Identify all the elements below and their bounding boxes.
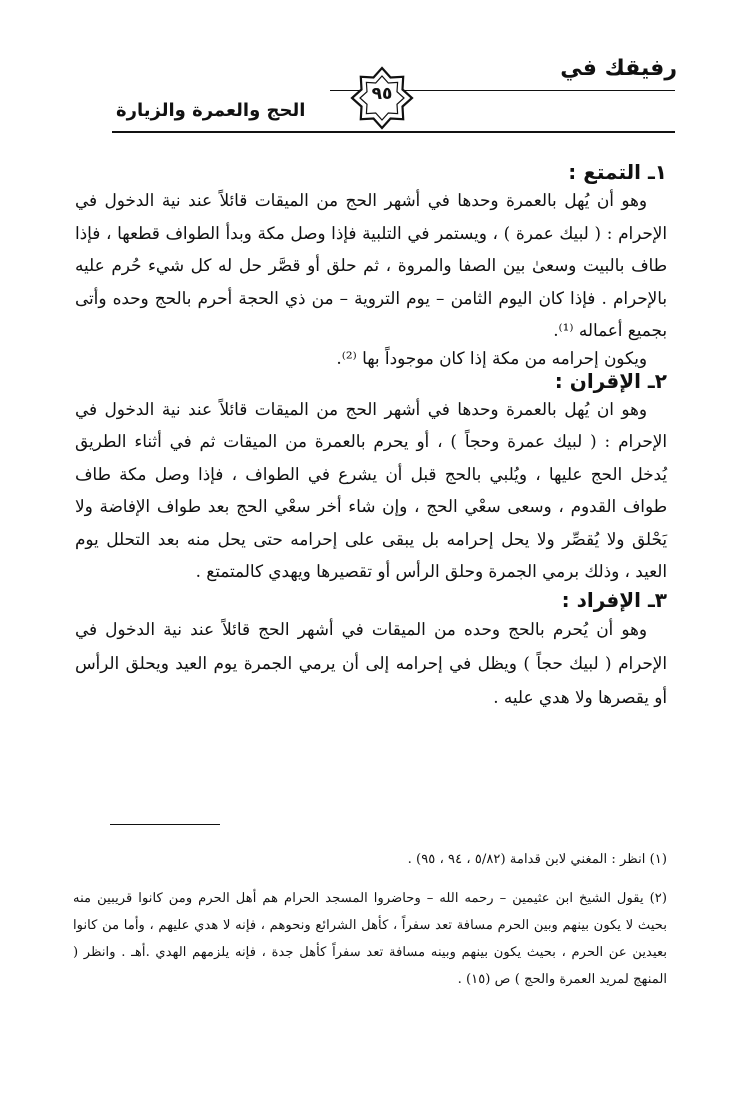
- paragraph-tamattu: وهو أن يُهل بالعمرة وحدها في أشهر الحج من الميقات قائلاً عند نية الدخول في الإحرام : ( لبيك عمرة ) ، ويستمر في التلبية فإذا وصل مكة وبدأ الطواف قطعها ، فإذا طاف بالبيت وسعىٰ بين الصفا والمروة ، ثم حلق أو قصَّر حل له كل شيء حُرم عليه بالإحرام . فإذا كان اليوم الثامن – يوم التروية – من ذي الحجة أحرم بالحج وحده وأتى بجميع أعماله ⁽¹⁾.: [75, 190, 667, 340]
- paragraph-iqran: وهو ان يُهل بالعمرة وحدها في أشهر الحج من الميقات قائلاً عند نية الدخول في الإحرام : ( لبيك عمرة وحجاً ) ، أو يحرم بالعمرة من الميقات ثم في أثناء الطريق يُدخل الحج عليها ، ويُلبي بالحج قبل أن يشرع في الطواف ، فإذا وصل مكة طاف طواف القدوم ، وسعى سعْي الحج ، وإن شاء أخر سعْي الحج بعد طواف الإفاضة ولا يَحْلق ولا يُقصِّر ولا يحل إحرامه بل يبقى على إحرامه حتى يحل منه بعد التحلل يوم العيد ، وذلك برمي الجمرة وحلق الرأس أو تقصيرها ويهدي كالمتمتع .: [75, 398, 667, 581]
- footnotes: [73, 846, 667, 993]
- paragraph-ifrad: وهو أن يُحرم بالحج وحده من الميقات في أشهر الحج قائلاً عند نية الدخول في الإحرام ( لبيك حجاً ) ويظل في إحرامه إلى أن يرمي الجمرة يوم العيد ويحلق الرأس أو يقصرها ولا هدي عليه .: [75, 618, 667, 707]
- section-heading-tamattu: ١ـ التمتع :: [568, 160, 667, 184]
- header-rule-bottom: [112, 131, 675, 133]
- section-heading-iqran: ٢ـ الإقران :: [554, 368, 667, 393]
- page-number: ٩٥: [371, 84, 393, 104]
- main-text: [75, 160, 667, 714]
- running-header-subtitle: الحج والعمرة والزيارة: [116, 100, 306, 121]
- footnote-separator: [110, 824, 220, 825]
- footnote-1: (١) انظر : المغني لابن قدامة (٥/٨٢ ، ٩٤ ، ٩٥) .: [407, 852, 667, 867]
- running-header-title: رفيقك في: [560, 56, 677, 81]
- section-heading-ifrad: ٣ـ الإفراد :: [561, 587, 667, 612]
- footnote-2: (٢) يقول الشيخ ابن عثيمين – رحمه الله – وحاضروا المسجد الحرام هم أهل الحرم ومن كانوا قريبين منه بحيث لا يكون بينهم وبين الحرم مسافة تعد سفراً ، كأهل الشرائع ونحوهم ، فإنه لا هدي عليهم ، وأما من كانوا بعيدين عن الحرم ، بحيث يكون بينهم وبينه مسافة تعد سفراً كأهل جدة ، فإنه يلزمهم الهدي .أهـ . وانظر ( المنهج لمريد العمرة والحج ) ص (١٥) .: [73, 891, 667, 987]
- paragraph-tamattu-ihram: ويكون إحرامه من مكة إذا كان موجوداً بها ⁽²⁾.: [336, 347, 647, 368]
